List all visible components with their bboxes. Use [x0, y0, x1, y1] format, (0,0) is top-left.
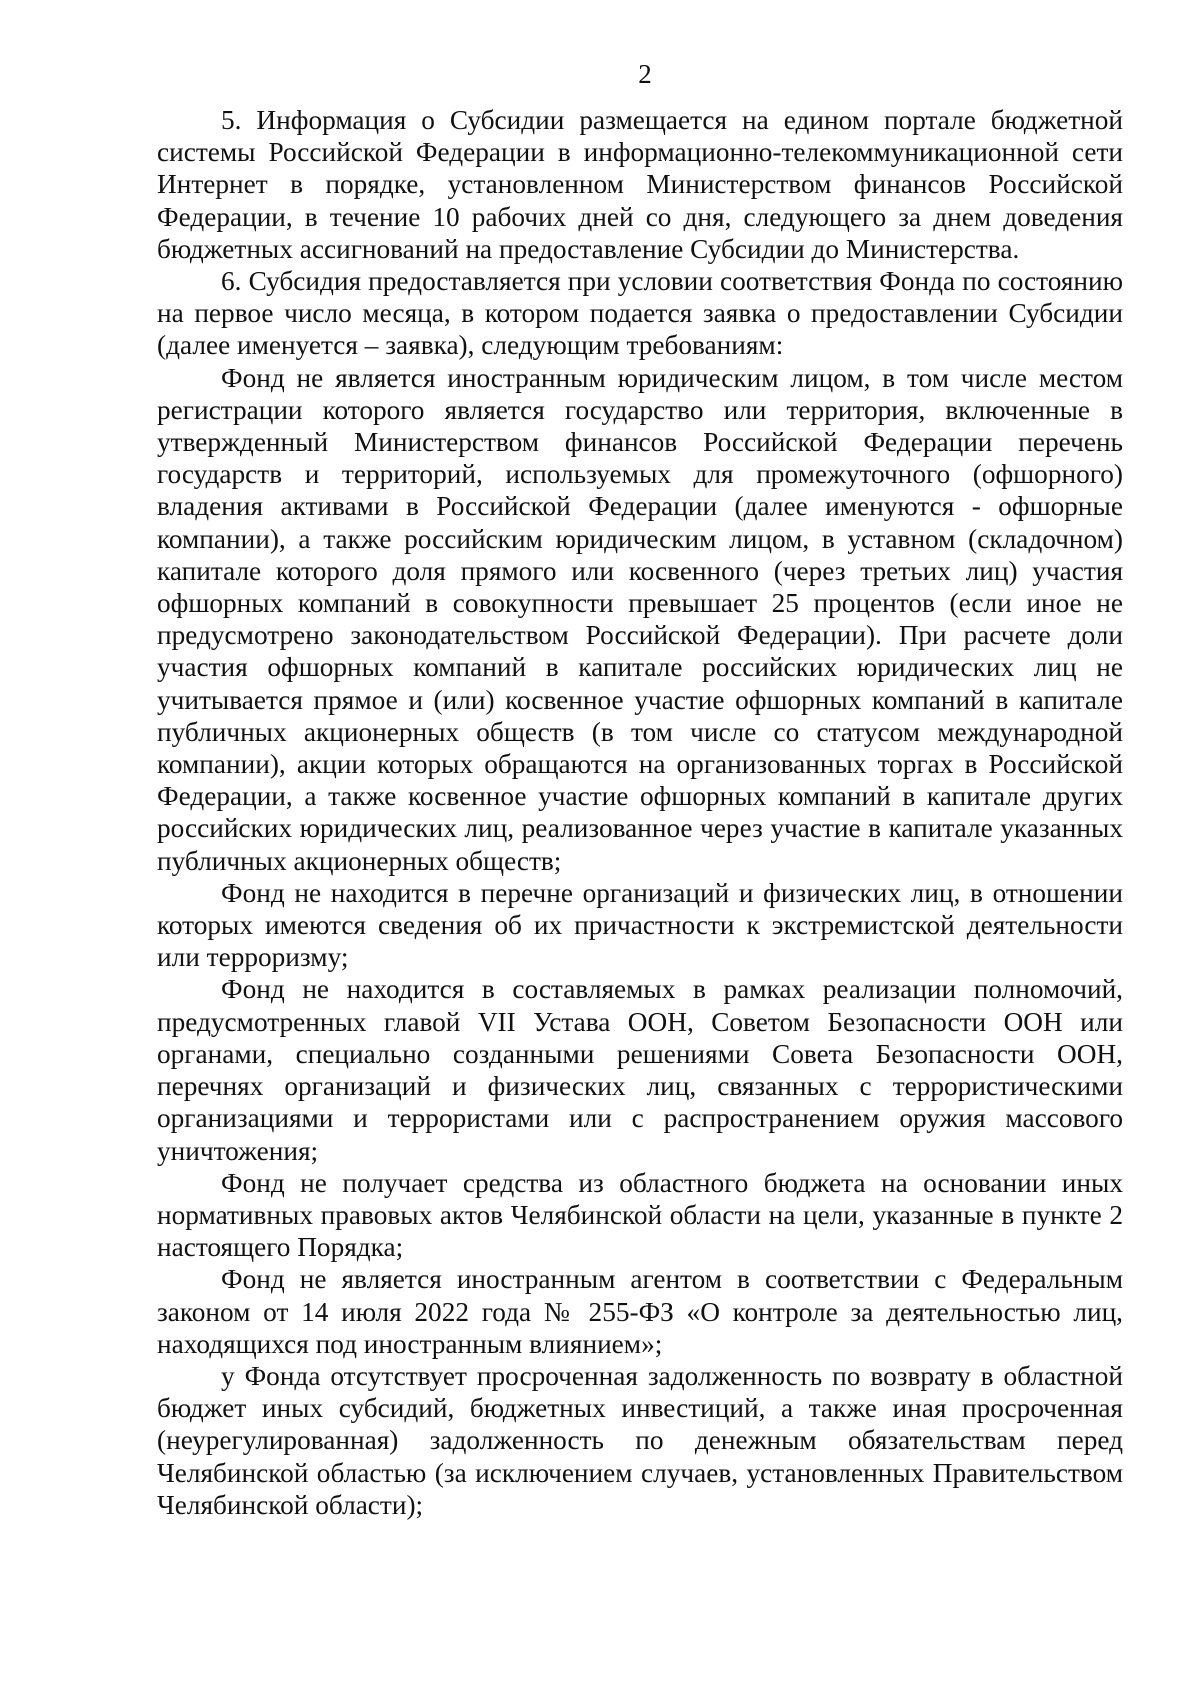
document-page	[157, 58, 1123, 1521]
paragraph-extremism-requirement: Фонд не находится в перечне организаций и физических лиц, в отношении которых имеются сведения об их причастности к экстремистской деятельности или терроризму;	[157, 877, 1123, 973]
paragraph-item-5: 5. Информация о Субсидии размещается на едином портале бюджетной системы Российской Федерации в информационно-телекоммуникационной сети Интернет в порядке, установленном Министерством финансов Российской Федерации, в течение 10 рабочих дней со дня, следующего за днем доведения бюджетных ассигнований на предоставление Субсидии до Министерства.	[157, 105, 1123, 264]
paragraph-debt-requirement: у Фонда отсутствует просроченная задолженность по возврату в областной бюджет иных субсидий, бюджетных инвестиций, а также иная просроченная (неурегулированная) задолженность по денежным обязательствам перед Челябинской областью (за исключением случаев, установленных Правительством Челябинской области);	[157, 1360, 1123, 1520]
paragraph-foreign-agent-requirement: Фонд не является иностранным агентом в соответствии с Федеральным законом от 14 июля 2022 года № 255-ФЗ «О контроле за деятельностью лиц, находящихся под иностранным влиянием»;	[157, 1264, 1123, 1359]
paragraph-item-6: 6. Субсидия предоставляется при условии соответствия Фонда по состоянию на первое число месяца, в котором подается заявка о предоставлении Субсидии (далее именуется – заявка), следующим требованиям:	[157, 266, 1123, 361]
paragraph-budget-funds-requirement: Фонд не получает средства из областного бюджета на основании иных нормативных правовых актов Челябинской области на цели, указанные в пункте 2 настоящего Порядка;	[157, 1167, 1123, 1263]
paragraph-offshore-requirement: Фонд не является иностранным юридическим лицом, в том числе местом регистрации которого является государство или территория, включенные в утвержденный Министерством финансов Российской Федерации перечень государств и территорий, используемых для промежуточного (офшорного) владения активами в Российской Федерации (далее именуются - офшорные компании), а также российским юридическим лицом, в уставном (складочном) капитале которого доля прямого или косвенного (через третьих лиц) участия офшорных компаний в совокупности превышает 25 процентов (если иное не предусмотрено законодательством Российской Федерации). При расчете доли участия офшорных компаний в капитале российских юридических лиц не учитывается прямое и (или) косвенное участие офшорных компаний в капитале публичных акционерных обществ (в том числе со статусом международной компании), акции которых обращаются на организованных торгах в Российской Федерации, а также косвенное участие офшорных компаний в капитале других российских юридических лиц, реализованное через участие в капитале указанных публичных акционерных обществ;	[157, 362, 1123, 876]
page-number: 2	[638, 59, 652, 89]
paragraph-un-lists-requirement: Фонд не находится в составляемых в рамках реализации полномочий, предусмотренных главой VII Устава ООН, Советом Безопасности ООН или органами, специально созданными решениями Совета Безопасности ООН, перечнях организаций и физических лиц, связанных с террористическими организациями и террористами или с распространением оружия массового уничтожения;	[157, 974, 1123, 1166]
